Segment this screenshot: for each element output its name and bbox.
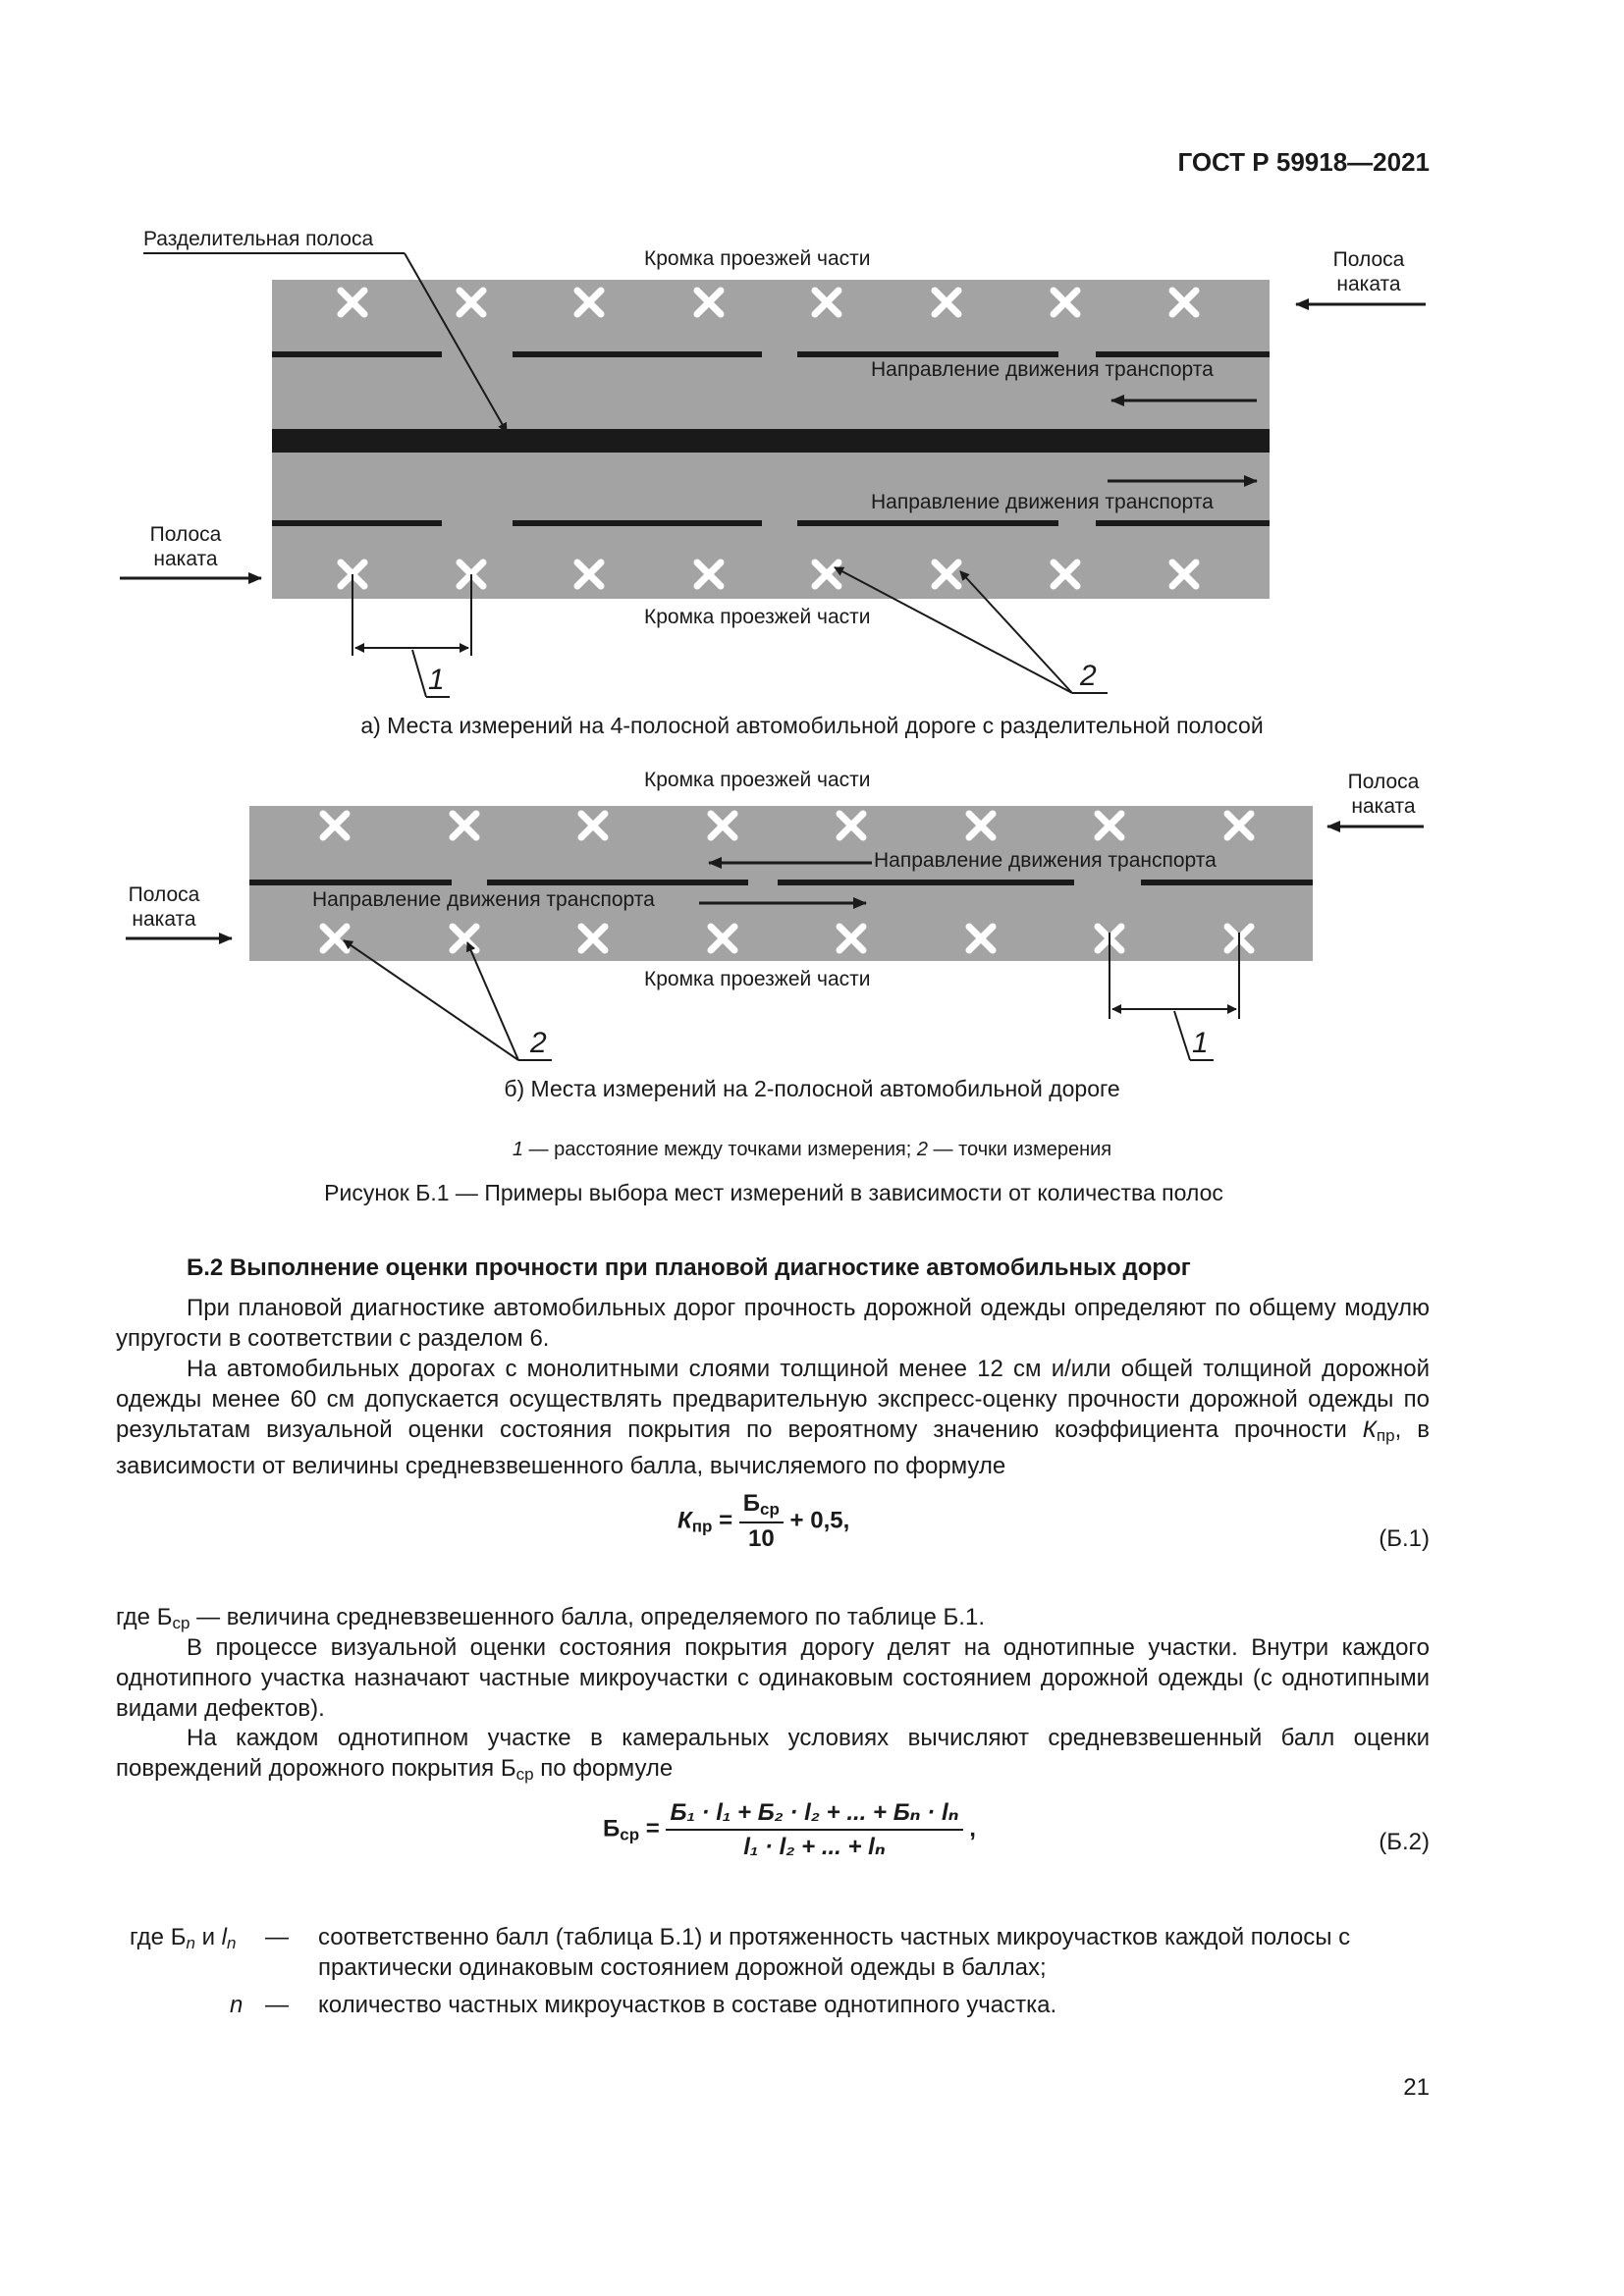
label-direction-1-b: Направление движения транспорта <box>874 849 1217 872</box>
label-wheelpath-left-b: Полоса наката <box>128 883 200 931</box>
label-edge-bottom-b: Кромка проезжей части <box>644 968 871 990</box>
legend-num-2: 2 <box>916 1139 928 1160</box>
paragraph-2-text-b: , в зависимости от величины средневзвешенного балла, вычисляемого по формуле <box>116 1416 1430 1479</box>
formula-b1-denominator: 10 <box>747 1525 775 1552</box>
formula-b1-numerator <box>739 1490 784 1523</box>
label-direction-1-a: Направление движения транспорта <box>871 358 1214 381</box>
label-edge-top-b: Кромка проезжей части <box>644 769 871 791</box>
formula-b1-lhs: К <box>677 1507 692 1534</box>
formula-b1-num-text: Б <box>742 1490 761 1517</box>
formula-b2-equals: = <box>645 1815 660 1842</box>
definition-1-dash: — <box>265 1924 289 1950</box>
formula-b2-denominator: l₁ · l₂ + ... + lₙ <box>743 1834 886 1860</box>
callout-1-b: 1 <box>1192 1027 1209 1059</box>
figure-legend <box>0 1139 1624 1161</box>
formula-b1-lhs-sub: пр <box>691 1517 713 1536</box>
caption-figure-b: б) Места измерений на 2-полосной автомобильной дороге <box>504 1076 1120 1101</box>
formula-b2-fraction <box>666 1798 962 1861</box>
paragraph-4-text-a: На каждом однотипном участке в камеральных условиях вычисляют средневзвешенный балл оценки повреждений дорожного покрытия Б <box>116 1725 1430 1782</box>
paragraph-2-symbol-sub: пр <box>1376 1426 1395 1445</box>
where-b1-sub: ср <box>172 1614 190 1632</box>
definition-2-dash: — <box>265 1992 289 2018</box>
legend-text-2: — точки измерения <box>927 1139 1112 1160</box>
paragraph-2 <box>116 1354 1430 1481</box>
def1-term-sub-c: n <box>227 1934 237 1952</box>
where-b1-post: — величина средневзвешенного балла, определяемого по таблице Б.1. <box>189 1604 985 1630</box>
callout-2-b: 2 <box>530 1027 547 1059</box>
formula-b1-tail: + 0,5, <box>789 1507 850 1534</box>
paragraph-4-text-b: по формуле <box>533 1755 674 1782</box>
label-wheelpath-right-b: Полоса наката <box>1347 771 1420 818</box>
label-direction-2-b: Направление движения транспорта <box>312 888 655 911</box>
def1-term-a: где Б <box>130 1924 187 1950</box>
paragraph-4 <box>116 1723 1430 1789</box>
callout-2-a: 2 <box>1080 660 1097 692</box>
paragraph-4-sub: ср <box>515 1765 534 1784</box>
legend-num-1: 1 <box>512 1139 523 1160</box>
definition-1-term <box>130 1922 326 1958</box>
paragraph-1: При плановой диагностике автомобильных дорог прочность дорожной одежды определяют по общему модулю упругости в соответствии с разделом 6. <box>116 1295 1430 1352</box>
formula-b1-fraction <box>739 1490 784 1553</box>
equation-number-b2: (Б.2) <box>1379 1829 1430 1855</box>
paragraph-2-symbol: К <box>1362 1416 1377 1443</box>
callout-1-a: 1 <box>428 664 445 696</box>
divider-strip <box>272 429 1270 453</box>
label-divider-strip: Разделительная полоса <box>143 228 374 250</box>
document-header: ГОСТ Р 59918—2021 <box>1177 147 1430 177</box>
caption-figure-a: а) Места измерений на 4-полосной автомобильной дороге с разделительной полосой <box>360 713 1264 738</box>
paragraph-3: В процессе визуальной оценки состояния покрытия дорогу делят на однотипные участки. Внутри каждого однотипного участка назначают частные микроучастки с одинаковым состоянием дорожной одежды (с однотипными видами дефектов). <box>116 1634 1430 1722</box>
label-edge-top-a: Кромка проезжей части <box>644 247 871 270</box>
def1-term-sub-a: n <box>186 1934 195 1952</box>
formula-b2-numerator: Б₁ · l₁ + Б₂ · l₂ + ... + Бₙ · lₙ <box>666 1798 962 1831</box>
formula-b1 <box>677 1490 849 1553</box>
formula-b2-lhs: Б <box>603 1815 621 1842</box>
paragraph-2-text-a: На автомобильных дорогах с монолитными слоями толщиной менее 12 см и/или общей толщиной дорожной одежды менее 60 см допускается осуществлять предварительную экспресс-оценку прочности дорожной одежды по результатам визуальной оценки состояния покрытия по вероятному значению коэффициента прочности <box>116 1356 1430 1443</box>
definition-2-text: количество частных микроучастков в составе однотипного участка. <box>318 1992 1057 2018</box>
figure-caption: Рисунок Б.1 — Примеры выбора мест измерений в зависимости от количества полос <box>324 1180 1223 1205</box>
definition-2-term: n <box>230 1992 244 2018</box>
definition-1-text: соответственно балл (таблица Б.1) и протяженность частных микроучастков каждой полосы с практически одинаковым состоянием дорожной одежды в баллах; <box>318 1924 1351 1981</box>
figure-a-diagram <box>120 253 1426 697</box>
def1-term-b: и <box>194 1924 222 1950</box>
formula-b2-tail: , <box>969 1815 976 1842</box>
def1-term-c: l <box>221 1924 228 1950</box>
formula-b1-num-sub: ср <box>760 1500 780 1519</box>
formula-b1-equals: = <box>719 1507 733 1534</box>
formula-b2 <box>603 1798 976 1861</box>
page-number: 21 <box>1403 2074 1430 2101</box>
figure-b-diagram <box>126 806 1424 1060</box>
equation-number-b1: (Б.1) <box>1379 1525 1430 1552</box>
label-direction-2-a: Направление движения транспорта <box>871 491 1214 513</box>
legend-text-1: — расстояние между точками измерения; <box>523 1139 917 1160</box>
where-b1-pre: где Б <box>116 1604 173 1630</box>
section-heading: Б.2 Выполнение оценки прочности при плановой диагностике автомобильных дорог <box>187 1255 1191 1281</box>
label-wheelpath-right-a: Полоса наката <box>1332 248 1405 295</box>
label-wheelpath-left-a: Полоса наката <box>149 523 222 570</box>
label-edge-bottom-a: Кромка проезжей части <box>644 606 871 628</box>
formula-b2-lhs-sub: ср <box>620 1825 640 1844</box>
